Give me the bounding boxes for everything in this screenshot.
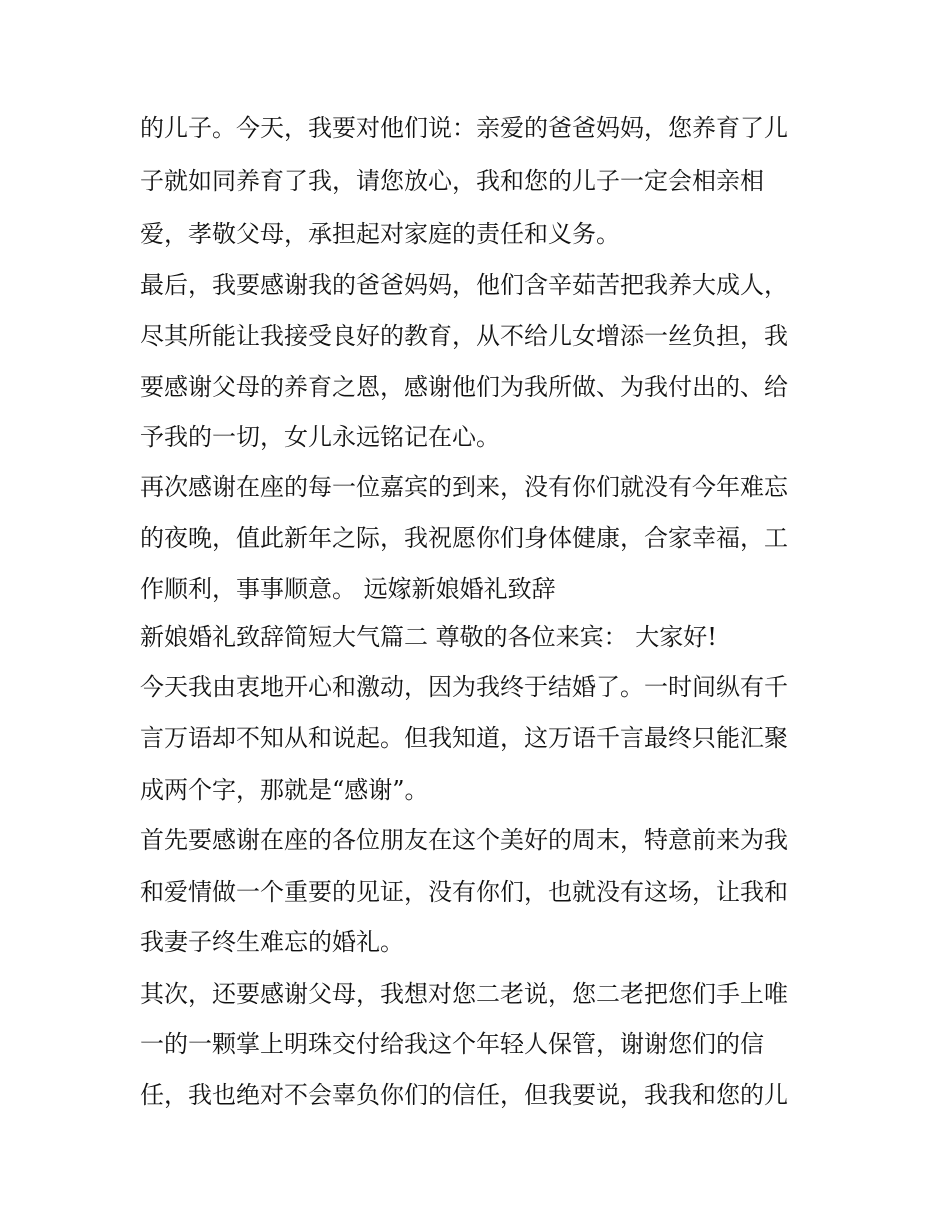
text-line: 和爱情做一个重要的见证，没有你们，也就没有这场，让我和 <box>140 878 788 906</box>
text-line: 爱，孝敬父母，承担起对家庭的责任和义务。 <box>140 220 620 248</box>
text-line: 再次感谢在座的每一位嘉宾的到来，没有你们就没有今年难忘 <box>140 473 788 501</box>
text-line: 予我的一切，女儿永远铭记在心。 <box>140 423 500 451</box>
text-line: 我妻子终生难忘的婚礼。 <box>140 928 404 956</box>
text-line: 任，我也绝对不会辜负你们的信任，但我要说，我我和您的儿 <box>140 1081 788 1109</box>
text-line: 其次，还要感谢父母，我想对您二老说，您二老把您们手上唯 <box>140 980 788 1008</box>
text-line: 新娘婚礼致辞简短大气篇二 尊敬的各位来宾： 大家好! <box>140 623 717 651</box>
text-line: 一的一颗掌上明珠交付给我这个年轻人保管，谢谢您们的信 <box>140 1030 764 1058</box>
text-line: 作顺利，事事顺意。 远嫁新娘婚礼致辞 <box>140 575 556 603</box>
text-line: 言万语却不知从和说起。但我知道，这万语千言最终只能汇聚 <box>140 724 788 752</box>
text-line: 最后，我要感谢我的爸爸妈妈，他们含辛茹苦把我养大成人， <box>140 271 788 299</box>
text-line: 尽其所能让我接受良好的教育，从不给儿女增添一丝负担，我 <box>140 322 788 350</box>
text-line: 成两个字，那就是“感谢”。 <box>140 776 429 804</box>
text-line: 首先要感谢在座的各位朋友在这个美好的周末，特意前来为我 <box>140 826 788 854</box>
text-line: 子就如同养育了我，请您放心，我和您的儿子一定会相亲相 <box>140 167 764 195</box>
text-line: 要感谢父母的养育之恩，感谢他们为我所做、为我付出的、给 <box>140 373 788 401</box>
text-line: 的夜晚，值此新年之际，我祝愿你们身体健康，合家幸福，工 <box>140 524 788 552</box>
text-line: 今天我由衷地开心和激动，因为我终于结婚了。一时间纵有千 <box>140 673 788 701</box>
text-line: 的儿子。今天，我要对他们说：亲爱的爸爸妈妈，您养育了儿 <box>140 114 788 142</box>
